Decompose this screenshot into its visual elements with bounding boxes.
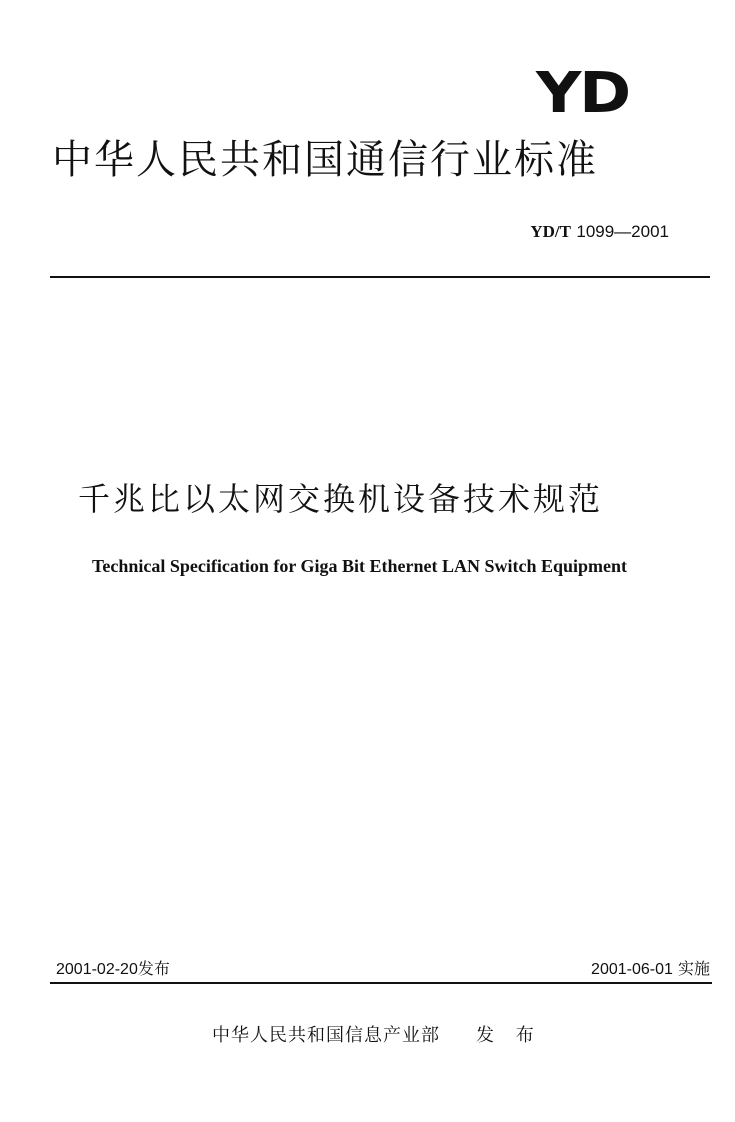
implement-date-block — [591, 958, 710, 981]
org-title: 中华人民共和国通信行业标准 — [52, 137, 598, 183]
issuer-line — [212, 1024, 542, 1048]
yd-logo: YD — [536, 61, 630, 126]
issuer-name: 中华人民共和国信息产业部 — [212, 1025, 440, 1046]
implement-date: 2001-06-01 — [591, 961, 673, 978]
top-divider — [50, 276, 710, 278]
issue-date-block — [56, 958, 170, 981]
date-row — [56, 958, 710, 982]
document-title-cn: 千兆比以太网交换机设备技术规范 — [78, 480, 604, 518]
bottom-divider — [50, 982, 712, 984]
issue-date: 2001-02-20 — [56, 961, 138, 978]
issue-label: 发布 — [137, 959, 170, 978]
standard-number-value: 1099—2001 — [576, 222, 669, 241]
document-title-en: Technical Specification for Giga Bit Ethernet LAN Switch Equipment — [92, 556, 628, 576]
publish-label: 发 布 — [476, 1025, 542, 1046]
standard-code: YD/T — [530, 222, 571, 241]
standard-number — [530, 222, 669, 242]
implement-label: 实施 — [677, 959, 710, 978]
